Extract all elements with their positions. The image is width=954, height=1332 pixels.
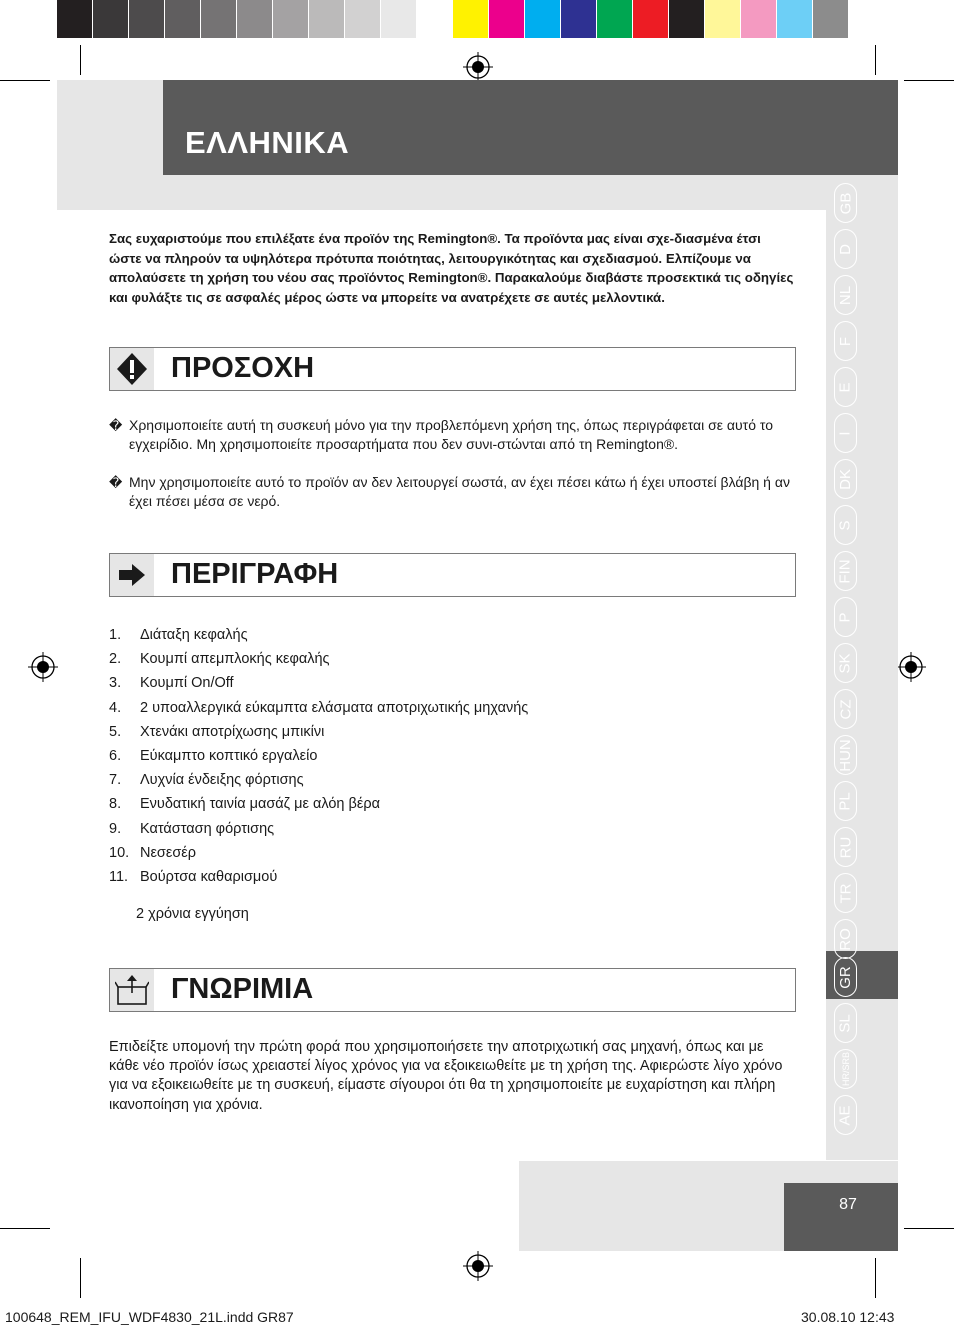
- color-swatch: [201, 0, 237, 38]
- bullet-marker-icon: �: [109, 475, 123, 490]
- language-tab-hr-srb: HR/SRB: [834, 1049, 857, 1089]
- color-swatch: [165, 0, 201, 38]
- color-swatch: [561, 0, 597, 38]
- color-swatch: [309, 0, 345, 38]
- language-tab-tr: TR: [834, 873, 857, 913]
- color-swatch: [813, 0, 849, 38]
- list-item: 1. Διάταξη κεφαλής: [109, 627, 248, 643]
- language-tab-s: S: [834, 505, 857, 545]
- language-tab-cz: CZ: [834, 689, 857, 729]
- list-item: 9. Κατάσταση φόρτισης: [109, 820, 275, 837]
- list-item: 10. Νεσεσέρ: [109, 844, 197, 861]
- color-swatch: [741, 0, 777, 38]
- color-swatch: [525, 0, 561, 38]
- language-tab-i: I: [834, 413, 857, 453]
- language-tab-sl: SL: [834, 1003, 857, 1043]
- list-item: 3. Κουμπί On/Off: [109, 675, 234, 692]
- list-item: 5. Χτενάκι αποτρίχωσης μπικίνι: [109, 723, 325, 740]
- page-number-box: [784, 1183, 898, 1251]
- language-tab-e: E: [834, 367, 857, 407]
- getting-to-know-title: ΓΝΩΡΙΜΙΑ: [171, 973, 314, 1005]
- caution-title: ΠΡΟΣΟΧΗ: [171, 352, 315, 384]
- caution-item: � Μην χρησιμοποιείτε αυτό το προϊόν αν δεν λειτουργεί σωστά, αν έχει πέσει κάτω ή έχει υποστεί βλάβη ή αν έχει πέσει μέσα σε νερό.: [109, 474, 790, 509]
- language-tab-hun: HUN: [834, 735, 857, 775]
- crop-mark: [904, 1228, 954, 1229]
- language-tab-ro: RO: [834, 919, 857, 959]
- print-timestamp: 30.08.10 12:43: [801, 1309, 895, 1325]
- color-swatch: [777, 0, 813, 38]
- arrow-right-icon: [110, 554, 154, 596]
- color-swatch: [453, 0, 489, 38]
- color-swatch: [381, 0, 417, 38]
- getting-to-know-text: Επιδείξτε υπομονή την πρώτη φορά που χρησιμοποιήσετε την αποτριχωτική σας μηχανή, όπως και με κάθε νέο προϊόν ίσως χρειαστεί λίγος χρόνος για να εξοικειωθείτε με τη χρήση της. Αφιερώστε λίγο χρόνο για να εξοικειωθείτε με τη συσκευή, είμαστε σίγουροι ότι θα τη χρησιμοποιείτε με ευχαρίστηση και πλήρη ικανοποίηση για χρόνια.: [109, 1039, 783, 1113]
- color-swatch: [57, 0, 93, 38]
- language-tab-fin: FIN: [834, 551, 857, 591]
- color-swatch: [705, 0, 741, 38]
- crop-mark: [904, 80, 954, 81]
- color-swatch: [417, 0, 453, 38]
- color-swatch: [669, 0, 705, 38]
- color-swatch: [345, 0, 381, 38]
- page-title: ΕΛΛΗΝΙΚΑ: [185, 125, 350, 160]
- language-tab-nl: NL: [834, 275, 857, 315]
- caution-item: � Χρησιμοποιείτε αυτή τη συσκευή μόνο για την προβλεπόμενη χρήση της, όπως περιγράφεται σε αυτό το εγχειρίδιο. Μη χρησιμοποιείτε προσαρτήματα που δεν συνι-στώνται από τη Remington®.: [109, 417, 773, 452]
- registration-mark-icon: [463, 52, 493, 82]
- page-number: 87: [839, 1196, 857, 1213]
- crop-mark: [80, 1258, 81, 1298]
- print-color-bar: [57, 0, 849, 38]
- color-swatch: [633, 0, 669, 38]
- description-title: ΠΕΡΙΓΡΑΦΗ: [171, 558, 339, 590]
- bullet-marker-icon: �: [109, 418, 123, 433]
- color-swatch: [93, 0, 129, 38]
- crop-mark: [80, 45, 81, 75]
- crop-mark: [0, 80, 50, 81]
- crop-mark: [875, 1258, 876, 1298]
- file-slug: 100648_REM_IFU_WDF4830_21L.indd GR87: [5, 1309, 294, 1325]
- language-tab-gb: GB: [834, 183, 857, 223]
- registration-mark-icon: [28, 652, 58, 682]
- language-tab-d: D: [834, 229, 857, 269]
- color-swatch: [489, 0, 525, 38]
- language-tab-sk: SK: [834, 643, 857, 683]
- crop-mark: [0, 1228, 50, 1229]
- language-tab-p: P: [834, 597, 857, 637]
- list-item: 7. Λυχνία ένδειξης φόρτισης: [109, 772, 304, 789]
- parts-list: [109, 627, 528, 893]
- color-swatch: [237, 0, 273, 38]
- list-item: 11. Βούρτσα καθαρισμού: [109, 868, 278, 885]
- language-tab-gr: GR: [834, 957, 857, 997]
- language-tab-pl: PL: [834, 781, 857, 821]
- language-tab-f: F: [834, 321, 857, 361]
- exclamation-icon: [110, 348, 154, 390]
- color-swatch: [597, 0, 633, 38]
- list-item: 2. Κουμπί απεμπλοκής κεφαλής: [109, 651, 330, 668]
- color-swatch: [129, 0, 165, 38]
- language-tab-ae: AE: [834, 1095, 857, 1135]
- list-item: 8. Ενυδατική ταινία μασάζ με αλόη βέρα: [109, 796, 380, 813]
- color-swatch: [273, 0, 309, 38]
- language-tab-dk: DK: [834, 459, 857, 499]
- intro-text: Σας ευχαριστούμε που επιλέξατε ένα προϊόν της Remington®. Τα προϊόντα μας είναι σχε-διασμένα έτσι ώστε να πληρούν τα υψηλότερα πρότυπα ποιότητας, λειτουργικότητας και σχεδιασμού. Ελπίζουμε να απολαύσετε τη χρήση του νέου σας προϊόντος Remington®. Παρακαλούμε διαβάστε προσεκτικά τις οδηγίες και φυλάξτε τις σε ασφαλές μέρος ώστε να μπορείτε να ανατρέχετε σε αυτές μελλοντικά.: [109, 231, 794, 305]
- language-tab-ru: RU: [834, 827, 857, 867]
- crop-mark: [875, 45, 876, 75]
- registration-mark-icon: [896, 652, 926, 682]
- list-item: 4. 2 υποαλλεργικά εύκαμπτα ελάσματα αποτριχωτικής μηχανής: [109, 699, 529, 716]
- registration-mark-icon: [463, 1251, 493, 1281]
- warranty-text: 2 χρόνια εγγύηση: [136, 906, 249, 922]
- list-item: 6. Εύκαμπτο κοπτικό εργαλείο: [109, 747, 318, 764]
- unbox-icon: [110, 969, 154, 1011]
